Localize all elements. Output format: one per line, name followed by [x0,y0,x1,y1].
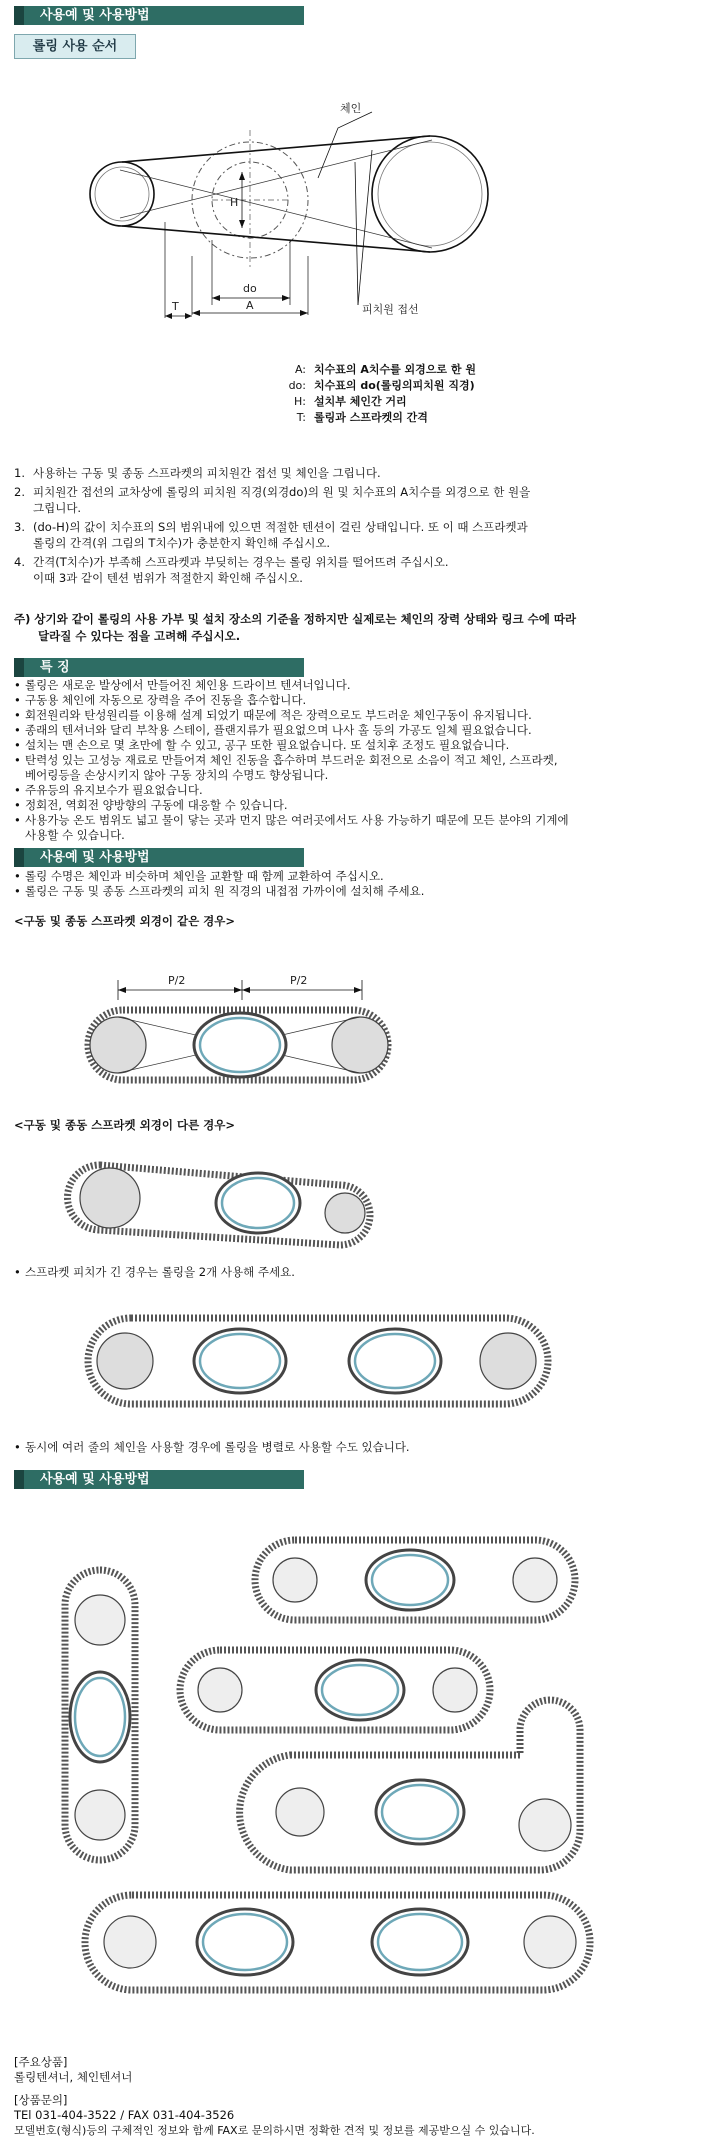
section-header-usage-2 [14,848,304,867]
parallel-note: • 동시에 여러 줄의 체인을 사용할 경우에 롤링을 병렬로 사용할 수도 있습니다. [14,1440,410,1454]
label-p-half: P/2 [290,974,308,987]
note-line: 주) 상기와 같이 롤링의 사용 가부 및 설치 장소의 기준을 정하지만 실제로는 체인의 장력 상태와 링크 수에 따라 [14,612,577,626]
list-item: • 구동용 체인에 자동으로 장력을 주어 진동을 흡수합니다. [14,693,307,707]
section-header-text: 사용예 및 사용방법 [40,8,150,23]
list-item: • 설치는 맨 손으로 몇 초만에 할 수 있고, 공구 또한 필요없습니다. 또 설치후 조정도 필요없습니다. [14,738,510,752]
list-item: • 롤링은 새로운 발상에서 만들어진 체인용 드라이브 텐셔너입니다. [14,678,351,692]
step-item: 1. 사용하는 구동 및 종동 스프라켓의 피치원간 접선 및 체인을 그립니다. [14,466,381,480]
list-item: • 주유등의 유지보수가 필요없습니다. [14,783,203,797]
footer-products-label: [주요상품] [14,2055,68,2069]
step-item: 3. (do-H)의 값이 치수표의 S의 범위내에 있으면 적절한 텐션이 걸린 상태입니다. 또 이 때 스프라켓과 롤링의 간격(위 그림의 T치수)가 충분한지 확인해 주십시오. [14,520,528,550]
case2-diagram [0,1150,712,1250]
list-item: • 롤링 수명은 체인과 비슷하며 체인을 교환할 때 함께 교환하여 주십시오. [14,869,384,883]
label-pitch-tangent: 피치원 접선 [362,303,419,316]
two-roller-diagram [0,1300,712,1430]
list-item: • 롤링은 구동 및 종동 스프라켓의 피치 원 직경의 내접점 가까이에 설치해 주세요. [14,884,425,898]
installation-diagram [0,80,712,360]
list-item: • 종래의 텐셔너와 달리 부착용 스테이, 플랜지류가 필요없으며 나사 홀 등의 가공도 일체 필요없습니다. [14,723,532,737]
section-header-usage [14,6,304,25]
legend-row: do: 치수표의 do(롤링의피치원 직경) [288,379,475,392]
examples-diagram [0,1510,712,2030]
case1-diagram [0,960,712,1100]
legend-row: T: 롤링과 스프라켓의 간격 [296,411,428,424]
steps-list [14,465,654,589]
footer-tel: TEl 031-404-3522 / FAX 031-404-3526 [14,2108,235,2122]
footer-notice: 모델번호(형식)등의 구체적인 정보와 함께 FAX로 문의하시면 정확한 견적 및 정보를 제공받으실 수 있습니다. [14,2124,535,2137]
section-header-text: 특 징 [40,660,70,675]
pitch-note: • 스프라켓 피치가 긴 경우는 롤링을 2개 사용해 주세요. [14,1265,295,1279]
section-header-usage-3 [14,1470,304,1489]
step-item: 2. 피치원간 접선의 교차상에 롤링의 피치원 직경(외경do)의 원 및 치수표의 A치수를 외경으로 한 원을 그립니다. [14,485,531,515]
legend-row: H: 설치부 체인간 거리 [294,395,407,408]
section-header-text: 사용예 및 사용방법 [40,1472,150,1487]
label-do: do [243,282,257,295]
list-item: • 탄력성 있는 고성능 재료로 만들어져 체인 진동을 흡수하며 부드러운 회전으로 소음이 적고 체인, 스프라켓, 베어링등을 손상시키지 않아 구동 장치의 수명도 향상됩니다. [14,753,558,782]
diagram-legend [280,362,476,426]
list-item: • 회전원리와 탄성원리를 이용해 설계 되었기 때문에 적은 장력으로도 부드러운 체인구동이 유지됩니다. [14,708,532,722]
label-p-half: P/2 [168,974,186,987]
section-header-features [14,658,304,677]
step-item: 4. 간격(T치수)가 부족해 스프라켓과 부딪히는 경우는 롤링 위치를 떨어뜨려 주십시오. 이때 3과 같이 텐션 범위가 적절한지 확인해 주십시오. [14,555,449,585]
list-item: • 정회전, 역회전 양방향의 구동에 대응할 수 있습니다. [14,798,288,812]
note-line: 달라질 수 있다는 점을 고려해 주십시오. [38,629,241,643]
case2-title: <구동 및 종동 스프라켓 외경이 다른 경우> [14,1118,236,1132]
usage-list [14,869,654,899]
footer-inquiry-label: [상품문의] [14,2093,68,2107]
label-h: H [230,196,239,209]
list-item: • 사용가능 온도 범위도 넓고 물이 닿는 곳과 먼지 많은 여러곳에서도 사용 가능하기 때문에 모든 분야의 기계에 사용할 수 있습니다. [14,813,569,842]
legend-row: A: 치수표의 A치수를 외경으로 한 원 [294,363,476,376]
label-chain: 체인 [340,102,362,115]
footer-products: 롤링텐셔너, 체인텐셔너 [14,2070,133,2084]
features-list [14,678,654,843]
label-a: A [246,299,254,312]
section-header-text: 사용예 및 사용방법 [40,850,150,865]
subheading-text: 롤링 사용 순서 [32,39,118,54]
label-t: T [172,300,179,313]
subheading-box [14,34,136,59]
case1-title: <구동 및 종동 스프라켓 외경이 같은 경우> [14,914,236,928]
